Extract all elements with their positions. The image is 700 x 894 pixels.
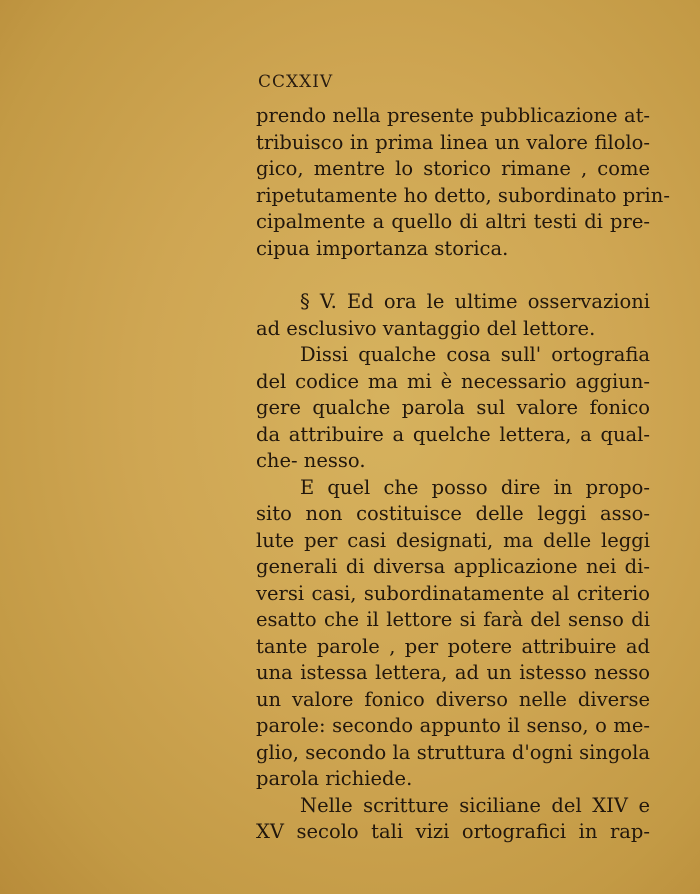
- text-line: gico, mentre lo storico rimane , come: [256, 157, 650, 180]
- text-line: una istessa lettera, ad un istesso nesso: [256, 661, 650, 684]
- text-line: un valore fonico diverso nelle diverse: [256, 687, 650, 711]
- text-line: del codice ma mi è necessario aggiun-: [256, 369, 650, 393]
- text-line: generali di diversa applicazione nei di-: [256, 555, 650, 578]
- section-gap: [256, 262, 650, 289]
- paragraph: [256, 793, 650, 846]
- text-line: cipalmente a quello di altri testi di pre-: [256, 210, 650, 233]
- body-text: [256, 103, 670, 846]
- text-line: ad esclusivo vantaggio del lettore.: [256, 316, 596, 340]
- text-line: esatto che il lettore si farà del senso di: [256, 608, 650, 631]
- text-line: che- nesso.: [256, 449, 366, 472]
- text-line: gere qualche parola sul valore fonico: [256, 396, 650, 419]
- paragraph-section-v: [256, 289, 650, 342]
- text-line: prendo nella presente pubblicazione at-: [256, 104, 650, 127]
- paragraph: [256, 103, 670, 262]
- text-line: Dissi qualche cosa sull' ortografia: [300, 343, 650, 366]
- text-line: da attribuire a quelche lettera, a qual-: [256, 422, 650, 446]
- text-line: glio, secondo la struttura d'ogni singola: [256, 740, 650, 764]
- text-line: tante parole , per potere attribuire ad: [256, 634, 650, 658]
- page-number: CCXXIV: [258, 72, 334, 92]
- text-line: Nelle scritture siciliane del XIV e: [300, 793, 650, 817]
- text-line: XV secolo tali vizi ortografici in rap-: [256, 820, 650, 843]
- text-line: tribuisco in prima linea un valore filolo-: [256, 130, 650, 154]
- text-line: § V. Ed ora le ultime osservazioni: [300, 290, 650, 313]
- text-line: cipua importanza storica.: [256, 236, 509, 260]
- paragraph: [256, 475, 650, 793]
- text-line: parole: secondo appunto il senso, o me-: [256, 714, 650, 737]
- text-line: sito non costituisce delle leggi asso-: [256, 502, 650, 525]
- text-line: parola richiede.: [256, 767, 413, 790]
- text-line: E quel che posso dire in propo-: [300, 475, 650, 499]
- text-line: ripetutamente ho detto, subordinato prin-: [256, 183, 670, 207]
- text-line: versi casi, subordinatamente al criterio: [256, 581, 650, 605]
- paragraph: [256, 342, 650, 475]
- text-line: lute per casi designati, ma delle leggi: [256, 528, 650, 552]
